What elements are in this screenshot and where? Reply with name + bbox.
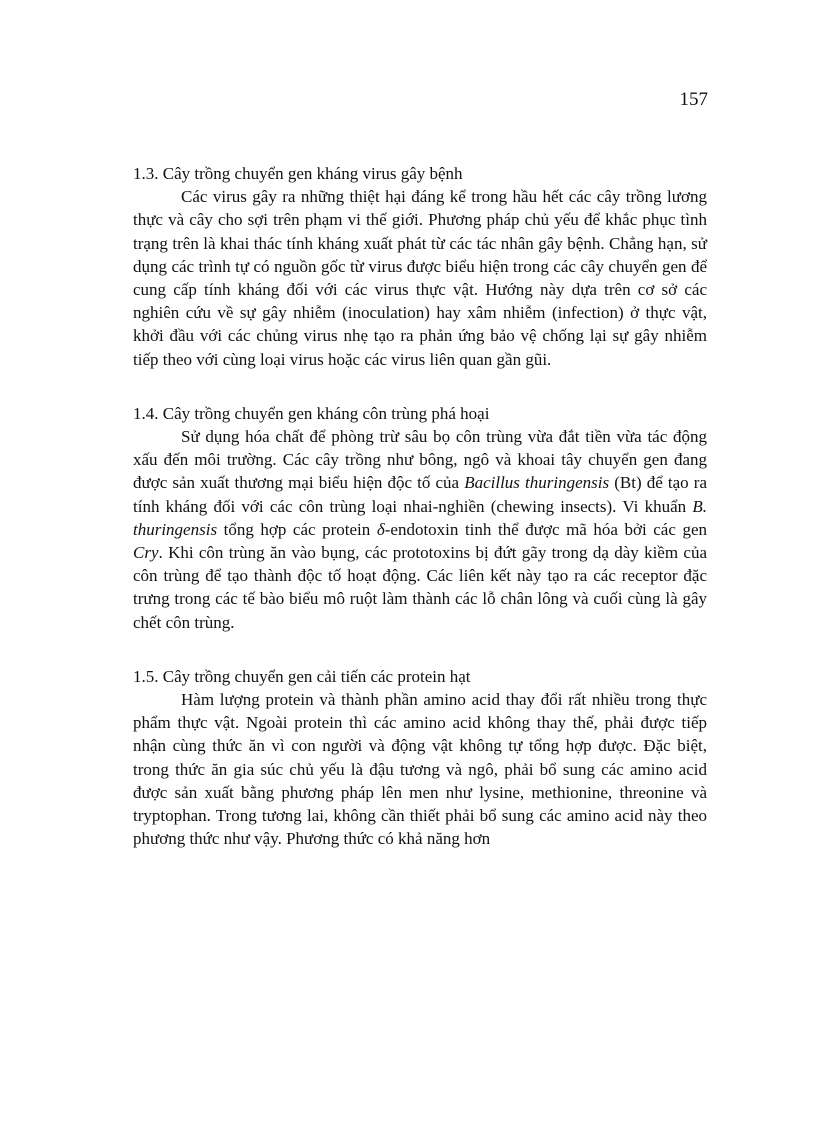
paragraph-text: Các virus gây ra những thiệt hại đáng kể trong hầu hết các cây trồng lương thực và cây cho sợi trên phạm vi thế giới. Phương pháp chủ yếu để khắc phục tình trạng trên là khai thác tính kháng xuất phát từ các tác nhân gây bệnh. Chẳng hạn, sử dụng các trình tự có nguồn gốc từ virus được biểu hiện trong các cây chuyển gen để cung cấp tính kháng đối với các virus thực vật. Hướng này dựa trên cơ sở các nghiên cứu về sự gây nhiễm (inoculation) hay xâm nhiễm (infection) ở thực vật, khởi đầu với các chủng virus nhẹ tạo ra phản ứng bảo vệ chống lại sự gây nhiễm tiếp theo với cùng loại virus hoặc các virus liên quan gần gũi. [133,187,707,369]
species-name-italic: Bacillus thuringensis [464,473,610,493]
gene-name-italic: Cry [133,543,159,563]
page-number: 157 [679,89,708,110]
page-body [133,162,707,850]
section-paragraph [133,425,707,634]
section-heading: 1.4. Cây trồng chuyển gen kháng côn trùng phá hoại [133,403,490,423]
paragraph-text: -endotoxin tinh thể được mã hóa bởi các gen [384,519,707,539]
section-1-4 [133,402,707,634]
paragraph-text: tổng hợp các protein [217,519,377,539]
section-1-5 [133,665,707,851]
delta-symbol: δ [376,519,385,539]
paragraph-text: . Khi côn trùng ăn vào bụng, các prototoxins bị đứt gãy trong dạ dày kiềm của côn trùng để tạo thành độc tố hoạt động. Các liên kết này tạo ra các receptor đặc trưng trong các tế bào biểu mô ruột làm thành các lỗ chân lông và cuối cùng là gây chết côn trùng. [133,543,707,632]
section-paragraph [133,688,707,850]
section-heading: 1.5. Cây trồng chuyển gen cải tiến các protein hạt [133,666,471,686]
species-name-italic: B. thuringensis [133,496,707,539]
paragraph-text: (Bt) để tạo ra tính kháng đối với các côn trùng loại nhai-nghiền (chewing insects). Vi khuẩn [133,473,707,516]
paragraph-text: Hàm lượng protein và thành phần amino acid thay đổi rất nhiều trong thực phẩm thực vật. Ngoài protein thì các amino acid không thay thế, phải được tiếp nhận cùng thức ăn vì con người và động vật không tự tổng hợp được. Đặc biệt, trong thức ăn gia súc chủ yếu là đậu tương và ngô, phải bổ sung các amino acid được sản xuất bằng phương pháp lên men như lysine, methionine, threonine và tryptophan. Trong tương lai, không cần thiết phải bổ sung các amino acid này theo phương thức như vậy. Phương thức có khả năng hơn [133,690,707,849]
section-heading: 1.3. Cây trồng chuyển gen kháng virus gây bệnh [133,164,463,183]
paragraph-text: Sử dụng hóa chất để phòng trừ sâu bọ côn trùng vừa đắt tiền vừa tác động xấu đến môi trường. Các cây trồng như bông, ngô và khoai tây chuyển gen đang được sản xuất thương mại biểu hiện độc tố của [133,427,707,493]
section-1-3 [133,162,707,371]
section-paragraph [133,185,707,371]
